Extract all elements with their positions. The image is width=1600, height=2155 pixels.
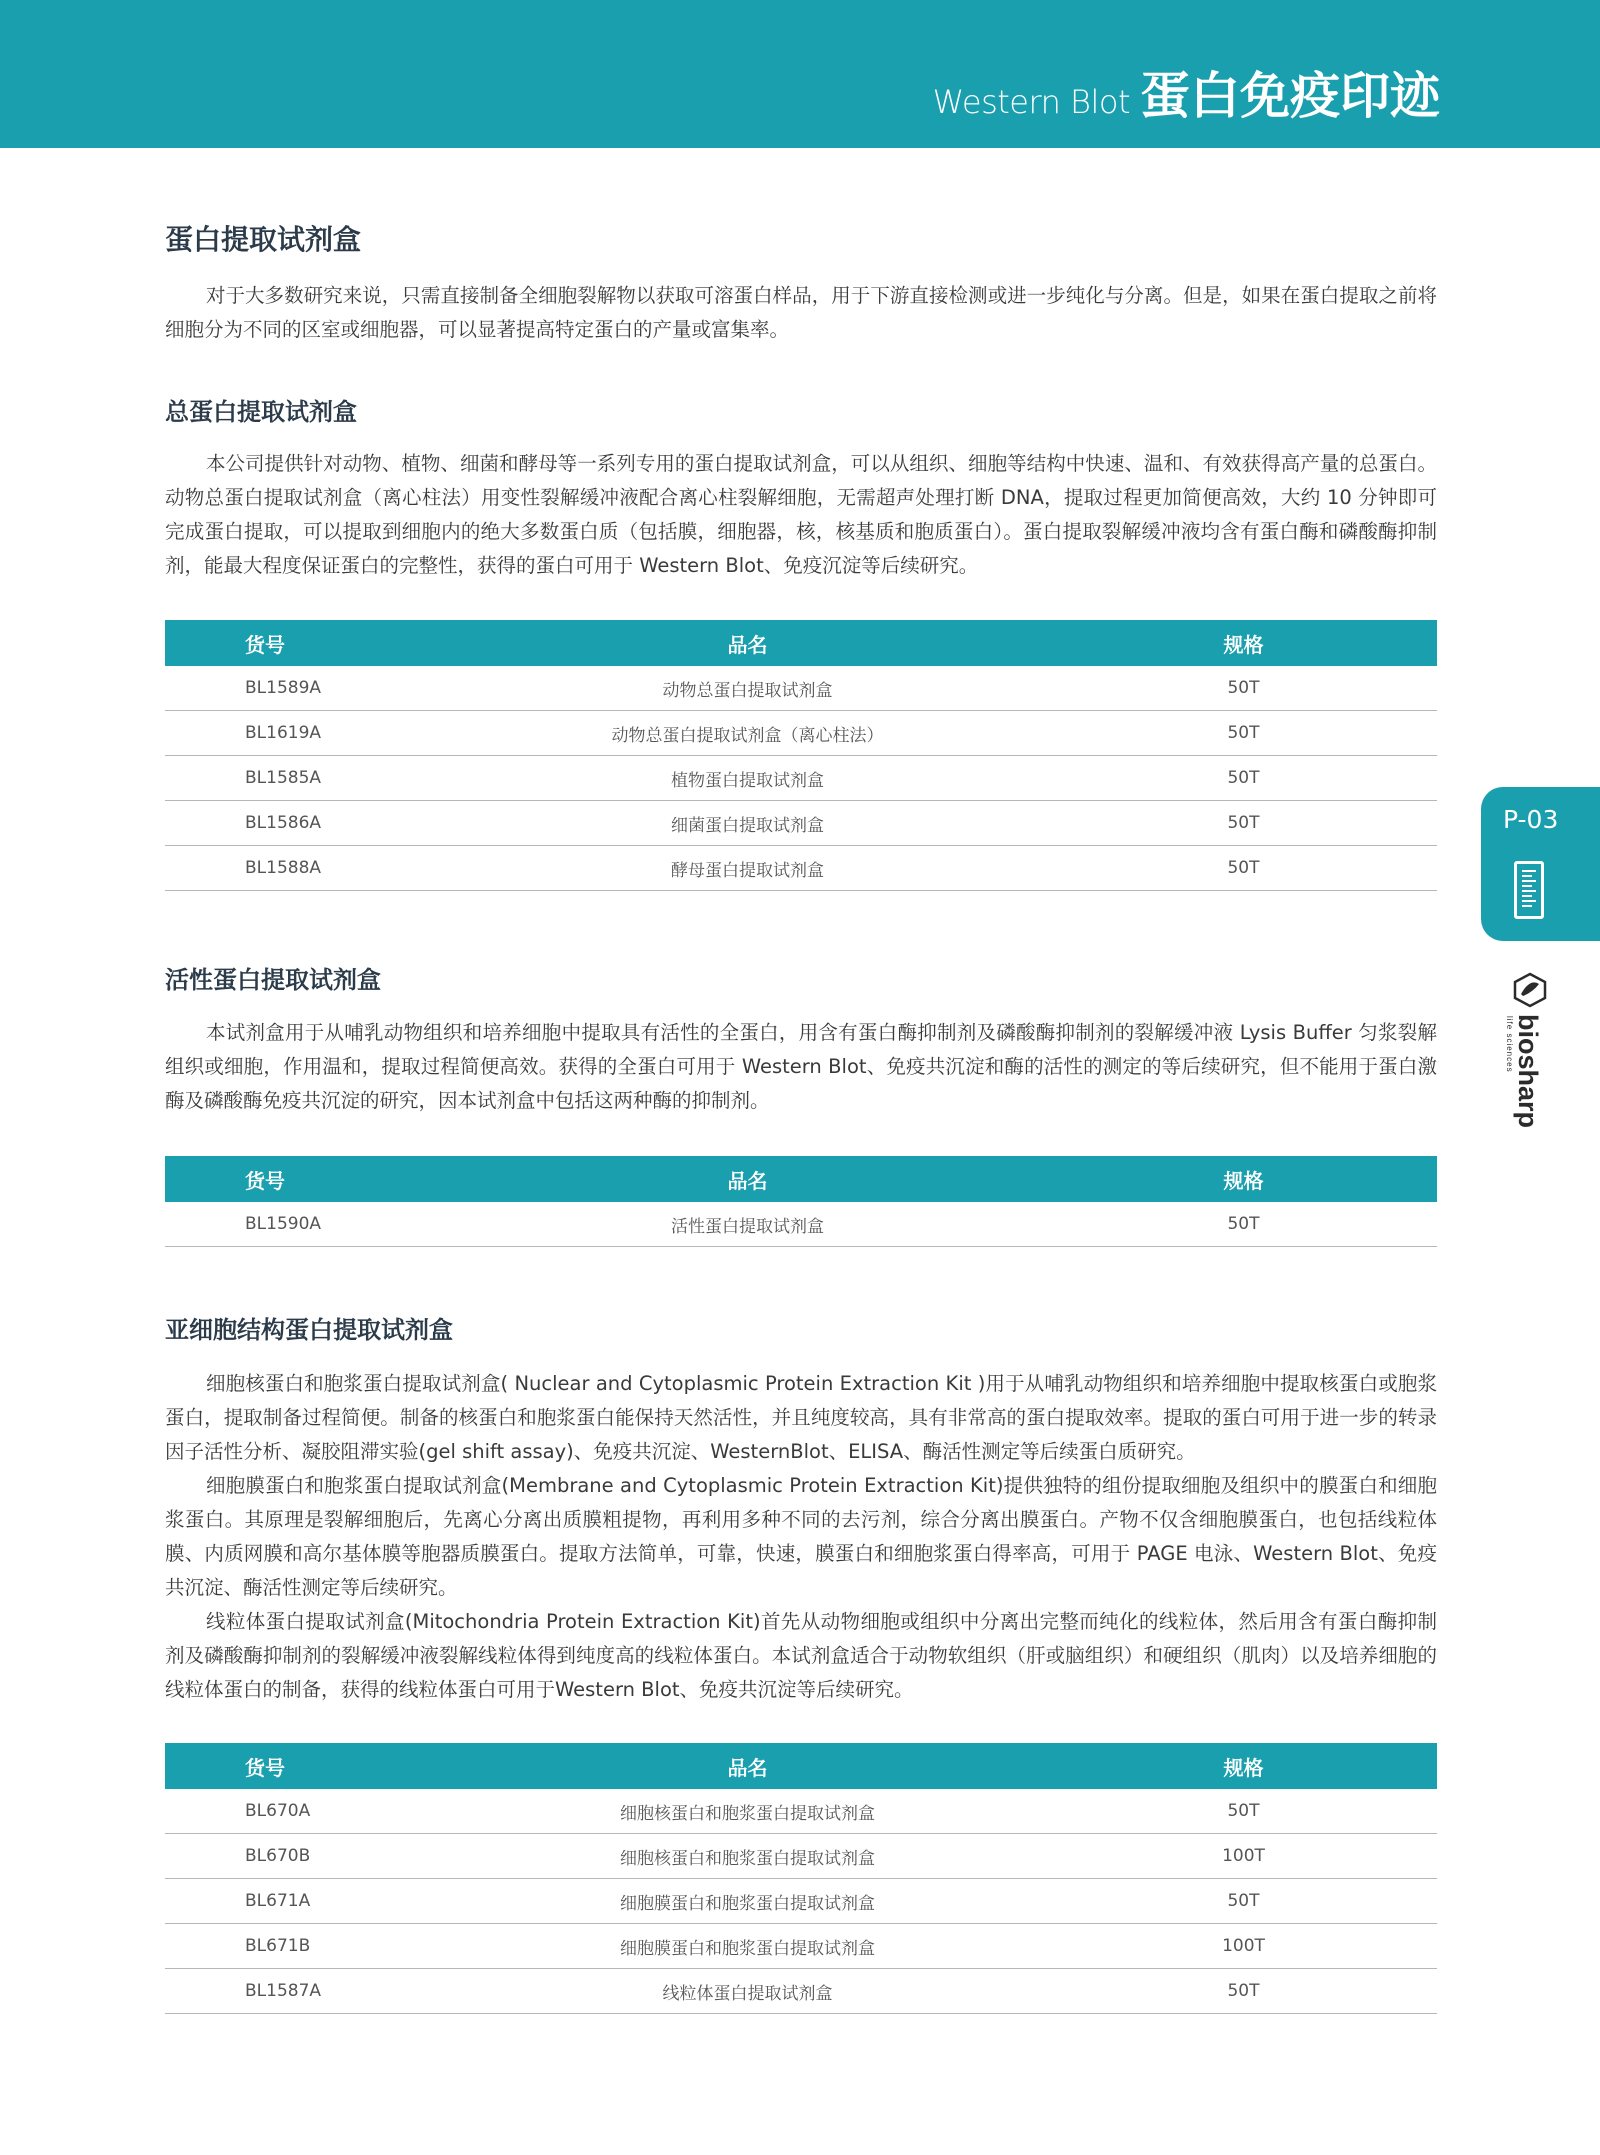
column-header-name: 品名 xyxy=(445,1743,1050,1789)
header-title-en: Western Blot xyxy=(932,83,1130,121)
table-row xyxy=(165,846,1437,891)
cell-name: 细胞核蛋白和胞浆蛋白提取试剂盒 xyxy=(445,1834,1050,1879)
cell-code: BL1590A xyxy=(165,1202,445,1247)
barcode-icon xyxy=(1514,861,1544,919)
logo-tagline: life sciences xyxy=(1505,1016,1514,1073)
section-title-subcellular-protein: 亚细胞结构蛋白提取试剂盒 xyxy=(165,1316,453,1344)
table-row xyxy=(165,801,1437,846)
cell-spec: 50T xyxy=(1050,1969,1437,2014)
cell-name: 细胞膜蛋白和胞浆蛋白提取试剂盒 xyxy=(445,1924,1050,1969)
column-header-spec: 规格 xyxy=(1050,1156,1437,1202)
table-row xyxy=(165,1202,1437,1247)
cell-spec: 50T xyxy=(1050,1879,1437,1924)
table-row xyxy=(165,1879,1437,1924)
column-header-code: 货号 xyxy=(165,620,445,666)
table-row xyxy=(165,756,1437,801)
cell-spec: 50T xyxy=(1050,1202,1437,1247)
column-header-spec: 规格 xyxy=(1050,620,1437,666)
column-header-spec: 规格 xyxy=(1050,1743,1437,1789)
column-header-name: 品名 xyxy=(445,620,1050,666)
cell-spec: 50T xyxy=(1050,711,1437,756)
table-row xyxy=(165,711,1437,756)
section-paragraph: 细胞膜蛋白和胞浆蛋白提取试剂盒(Membrane and Cytoplasmic Protein Extraction Kit)提供独特的组份提取细胞及组织中的膜蛋白和细胞浆蛋白。其原理是裂解细胞后，先离心分离出质膜粗提物，再利用多种不同的去污剂，综合分离出膜蛋白。产物不仅含细胞膜蛋白，也包括线粒体膜、内质网膜和高尔基体膜等胞器质膜蛋白。提取方法简单，可靠，快速，膜蛋白和细胞浆蛋白得率高，可用于 PAGE 电泳、Western Blot、免疫共沉淀、酶活性测定等后续研究。 xyxy=(165,1474,1437,1599)
cell-code: BL671A xyxy=(165,1879,445,1924)
cell-spec: 100T xyxy=(1050,1834,1437,1879)
product-table-active-protein xyxy=(165,1156,1437,1247)
cell-spec: 100T xyxy=(1050,1924,1437,1969)
cell-name: 细胞核蛋白和胞浆蛋白提取试剂盒 xyxy=(445,1789,1050,1834)
table-row xyxy=(165,666,1437,711)
section-title-active-protein: 活性蛋白提取试剂盒 xyxy=(165,966,381,994)
section-paragraph: 本公司提供针对动物、植物、细菌和酵母等一系列专用的蛋白提取试剂盒，可以从组织、细胞等结构中快速、温和、有效获得高产量的总蛋白。动物总蛋白提取试剂盒（离心柱法）用变性裂解缓冲液配合离心柱裂解细胞，无需超声处理打断 DNA，提取过程更加简便高效，大约 10 分钟即可完成蛋白提取，可以提取到细胞内的绝大多数蛋白质（包括膜，细胞器，核，核基质和胞质蛋白）。蛋白提取裂解缓冲液均含有蛋白酶和磷酸酶抑制剂，能最大程度保证蛋白的完整性，获得的蛋白可用于 Western Blot、免疫沉淀等后续研究。 xyxy=(165,452,1437,577)
column-header-name: 品名 xyxy=(445,1156,1050,1202)
table-row xyxy=(165,1789,1437,1834)
product-table-subcellular-protein xyxy=(165,1743,1437,2014)
cell-spec: 50T xyxy=(1050,1789,1437,1834)
cell-code: BL1589A xyxy=(165,666,445,711)
section-paragraph: 细胞核蛋白和胞浆蛋白提取试剂盒( Nuclear and Cytoplasmic Protein Extraction Kit )用于从哺乳动物组织和培养细胞中提取核蛋白或胞浆蛋白，提取制备过程简便。制备的核蛋白和胞浆蛋白能保持天然活性，并且纯度较高，具有非常高的蛋白提取效率。提取的蛋白可用于进一步的转录因子活性分析、凝胶阻滞实验(gel shift assay)、免疫共沉淀、WesternBlot、ELISA、酶活性测定等后续蛋白质研究。 xyxy=(165,1372,1437,1463)
table-header-row xyxy=(165,620,1437,666)
cell-name: 动物总蛋白提取试剂盒 xyxy=(445,666,1050,711)
section-paragraph: 线粒体蛋白提取试剂盒(Mitochondria Protein Extraction Kit)首先从动物细胞或组织中分离出完整而纯化的线粒体，然后用含有蛋白酶抑制剂及磷酸酶抑制剂的裂解缓冲液裂解线粒体得到纯度高的线粒体蛋白。本试剂盒适合于动物软组织（肝或脑组织）和硬组织（肌肉）以及培养细胞的线粒体蛋白的制备，获得的线粒体蛋白可用于Western Blot、免疫共沉淀等后续研究。 xyxy=(165,1610,1437,1701)
cell-code: BL670B xyxy=(165,1834,445,1879)
page-title xyxy=(933,56,1440,128)
cell-name: 活性蛋白提取试剂盒 xyxy=(445,1202,1050,1247)
cell-code: BL671B xyxy=(165,1924,445,1969)
page-side-tab xyxy=(1481,787,1600,941)
header-band xyxy=(0,0,1600,148)
product-table-total-protein xyxy=(165,620,1437,891)
logo-wordmark: biosharp xyxy=(1513,1014,1543,1129)
column-header-code: 货号 xyxy=(165,1156,445,1202)
cell-name: 细胞膜蛋白和胞浆蛋白提取试剂盒 xyxy=(445,1879,1050,1924)
table-header-row xyxy=(165,1743,1437,1789)
intro-title: 蛋白提取试剂盒 xyxy=(165,223,362,256)
table-header-row xyxy=(165,1156,1437,1202)
cell-name: 植物蛋白提取试剂盒 xyxy=(445,756,1050,801)
cell-code: BL670A xyxy=(165,1789,445,1834)
biosharp-logo-mark xyxy=(1515,974,1545,1006)
cell-spec: 50T xyxy=(1050,756,1437,801)
intro-paragraph: 对于大多数研究来说，只需直接制备全细胞裂解物以获取可溶蛋白样品，用于下游直接检测或进一步纯化与分离。但是，如果在蛋白提取之前将细胞分为不同的区室或细胞器，可以显著提高特定蛋白的产量或富集率。 xyxy=(165,284,1437,341)
header-title-cn: 蛋白免疫印迹 xyxy=(1140,67,1440,125)
cell-code: BL1586A xyxy=(165,801,445,846)
cell-name: 动物总蛋白提取试剂盒（离心柱法） xyxy=(445,711,1050,756)
cell-code: BL1585A xyxy=(165,756,445,801)
cell-name: 线粒体蛋白提取试剂盒 xyxy=(445,1969,1050,2014)
table-row xyxy=(165,1924,1437,1969)
table-row xyxy=(165,1834,1437,1879)
cell-code: BL1588A xyxy=(165,846,445,891)
page-number: P-03 xyxy=(1503,805,1559,834)
cell-name: 酵母蛋白提取试剂盒 xyxy=(445,846,1050,891)
section-paragraph: 本试剂盒用于从哺乳动物组织和培养细胞中提取具有活性的全蛋白，用含有蛋白酶抑制剂及磷酸酶抑制剂的裂解缓冲液 Lysis Buffer 匀浆裂解组织或细胞，作用温和，提取过程简便高效。获得的全蛋白可用于 Western Blot、免疫共沉淀和酶的活性的测定的等后续研究，但不能用于蛋白激酶及磷酸酶免疫共沉淀的研究，因本试剂盒中包括这两种酶的抑制剂。 xyxy=(165,1021,1437,1112)
cell-name: 细菌蛋白提取试剂盒 xyxy=(445,801,1050,846)
cell-spec: 50T xyxy=(1050,666,1437,711)
cell-code: BL1619A xyxy=(165,711,445,756)
column-header-code: 货号 xyxy=(165,1743,445,1789)
table-row xyxy=(165,1969,1437,2014)
biosharp-logo xyxy=(1505,970,1555,1145)
cell-spec: 50T xyxy=(1050,846,1437,891)
section-title-total-protein: 总蛋白提取试剂盒 xyxy=(165,398,357,426)
cell-spec: 50T xyxy=(1050,801,1437,846)
cell-code: BL1587A xyxy=(165,1969,445,2014)
